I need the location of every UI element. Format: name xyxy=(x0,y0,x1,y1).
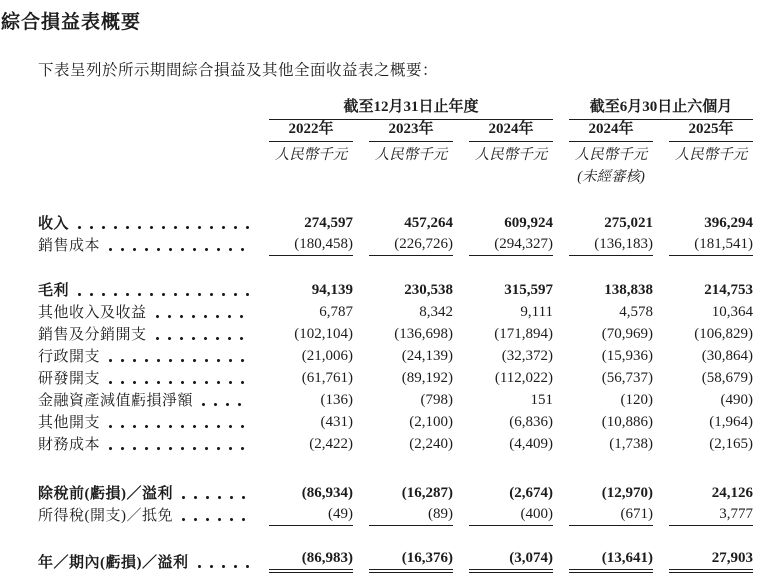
row-label: 毛利 xyxy=(38,283,70,300)
unaudited-note: (未經審核) xyxy=(577,168,645,185)
row-label-cell xyxy=(0,345,253,367)
value-cell xyxy=(653,482,753,504)
cell-value: (431) xyxy=(320,414,353,431)
dot-leader xyxy=(202,403,249,407)
cell-value: (136) xyxy=(320,392,353,409)
col-unit: 人民幣千元 xyxy=(574,146,648,163)
cell-value: 151 xyxy=(530,392,554,409)
value-cell xyxy=(553,504,653,526)
col-header-year: 2023年 xyxy=(353,120,453,142)
value-cell xyxy=(653,301,753,323)
row-label-cell xyxy=(0,367,253,389)
cell-value: (89,192) xyxy=(401,370,453,387)
row-label-cell xyxy=(0,482,253,504)
value-cell xyxy=(453,482,553,504)
cell-value: (61,761) xyxy=(301,370,353,387)
value-cell xyxy=(553,212,653,234)
table-row xyxy=(0,234,753,256)
dot-leader xyxy=(198,565,250,569)
value-cell xyxy=(553,549,653,573)
cell-value: (16,287) xyxy=(401,485,453,502)
cell-value: 230,538 xyxy=(404,282,453,299)
cell-value: 214,753 xyxy=(704,282,754,299)
row-label: 行政開支 xyxy=(38,349,101,366)
year-header-row xyxy=(0,120,753,142)
cell-value: (136,183) xyxy=(569,235,653,256)
value-cell xyxy=(653,234,753,256)
cell-value: (49) xyxy=(269,505,353,526)
value-cell xyxy=(253,234,353,256)
row-label: 收入 xyxy=(38,216,70,233)
value-cell xyxy=(353,279,453,301)
value-cell xyxy=(253,301,353,323)
col-header-year: 2024年 xyxy=(553,120,653,142)
value-cell xyxy=(653,433,753,455)
row-label-cell xyxy=(0,389,253,411)
value-cell xyxy=(353,234,453,256)
cell-value: (400) xyxy=(469,505,553,526)
cell-value: (89) xyxy=(369,505,453,526)
unaudited-note-row xyxy=(0,164,753,186)
value-cell xyxy=(653,411,753,433)
value-cell xyxy=(553,301,653,323)
value-cell xyxy=(353,367,453,389)
table-row xyxy=(0,504,753,526)
dot-leader xyxy=(78,226,249,230)
cell-value: (106,829) xyxy=(694,326,754,343)
table-row xyxy=(0,301,753,323)
row-label-cell xyxy=(0,411,253,433)
value-cell xyxy=(653,212,753,234)
table-row xyxy=(0,482,753,504)
value-cell xyxy=(453,234,553,256)
page-title: 綜合損益表概要 xyxy=(1,12,142,33)
value-cell xyxy=(253,345,353,367)
spacer-row xyxy=(0,526,753,549)
row-label-cell xyxy=(0,504,253,526)
row-label: 銷售及分銷開支 xyxy=(38,327,147,344)
cell-value: (120) xyxy=(620,392,654,409)
cell-value: (86,983) xyxy=(269,549,353,573)
table-row xyxy=(0,323,753,345)
value-cell xyxy=(253,367,353,389)
value-cell xyxy=(653,345,753,367)
spacer-row xyxy=(0,455,753,482)
cell-value: 274,597 xyxy=(304,215,353,232)
value-cell xyxy=(353,482,453,504)
value-cell xyxy=(553,367,653,389)
col-unit: 人民幣千元 xyxy=(474,146,548,163)
dot-leader xyxy=(109,425,249,429)
cell-value: 315,597 xyxy=(504,282,554,299)
value-cell xyxy=(453,279,553,301)
cell-value: (136,698) xyxy=(394,326,453,343)
cell-value: (21,006) xyxy=(301,348,353,365)
value-cell xyxy=(553,389,653,411)
value-cell xyxy=(253,504,353,526)
value-cell xyxy=(353,301,453,323)
cell-value: (24,139) xyxy=(401,348,453,365)
table-row xyxy=(0,367,753,389)
row-label-cell xyxy=(0,433,253,455)
table-row xyxy=(0,411,753,433)
value-cell xyxy=(353,323,453,345)
cell-value: (798) xyxy=(420,392,453,409)
cell-value: (171,894) xyxy=(494,326,554,343)
row-label: 研發開支 xyxy=(38,371,101,388)
row-label: 其他開支 xyxy=(38,415,101,432)
value-cell xyxy=(453,433,553,455)
table-row xyxy=(0,345,753,367)
cell-value: 609,924 xyxy=(504,215,554,232)
period-group-label: 截至6月30日止六個月 xyxy=(569,98,753,120)
table-row xyxy=(0,549,753,573)
row-label-cell xyxy=(0,212,253,234)
value-cell xyxy=(453,367,553,389)
cell-value: (32,372) xyxy=(501,348,554,365)
cell-value: 396,294 xyxy=(704,215,754,232)
cell-value: (1,738) xyxy=(609,436,654,453)
table-row xyxy=(0,433,753,455)
value-cell xyxy=(553,234,653,256)
cell-value: (2,165) xyxy=(709,436,754,453)
row-label: 年／期內(虧損)／溢利 xyxy=(38,555,189,571)
table-body xyxy=(0,212,753,573)
cell-value: (10,886) xyxy=(601,414,654,431)
value-cell xyxy=(353,389,453,411)
value-cell xyxy=(653,279,753,301)
dot-leader xyxy=(182,518,249,522)
period-group-interim xyxy=(553,98,753,120)
value-cell xyxy=(253,411,353,433)
cell-value: (490) xyxy=(720,392,754,409)
value-cell xyxy=(253,323,353,345)
value-cell xyxy=(253,482,353,504)
cell-value: (226,726) xyxy=(369,235,453,256)
col-unit: 人民幣千元 xyxy=(374,146,448,163)
cell-value: (6,836) xyxy=(509,414,554,431)
cell-value: 9,111 xyxy=(520,304,554,321)
spacer-row xyxy=(0,186,753,212)
cell-value: (12,970) xyxy=(601,485,654,502)
cell-value: (30,864) xyxy=(701,348,754,365)
period-group-label: 截至12月31日止年度 xyxy=(269,98,553,120)
dot-leader xyxy=(78,293,249,297)
cell-value: 24,126 xyxy=(711,485,754,502)
value-cell xyxy=(353,345,453,367)
value-cell xyxy=(553,482,653,504)
row-label: 所得稅(開支)／抵免 xyxy=(38,508,173,525)
col-unit: 人民幣千元 xyxy=(674,146,748,163)
value-cell xyxy=(253,433,353,455)
income-statement-table xyxy=(0,98,753,573)
unit-header-row xyxy=(0,142,753,164)
value-cell xyxy=(353,433,453,455)
cell-value: 275,021 xyxy=(604,215,654,232)
cell-value: 8,342 xyxy=(419,304,453,321)
dot-leader xyxy=(109,381,249,385)
cell-value: (13,641) xyxy=(569,549,653,573)
dot-leader xyxy=(156,315,249,319)
value-cell xyxy=(553,411,653,433)
row-label: 其他收入及收益 xyxy=(38,305,147,322)
value-cell xyxy=(353,504,453,526)
cell-value: (4,409) xyxy=(509,436,554,453)
cell-value: 6,787 xyxy=(319,304,353,321)
intro-text: 下表呈列於所示期間綜合損益及其他全面收益表之概要： xyxy=(38,62,439,79)
value-cell xyxy=(653,389,753,411)
col-header-year: 2022年 xyxy=(253,120,353,142)
value-cell xyxy=(653,549,753,573)
row-label-cell xyxy=(0,301,253,323)
dot-leader xyxy=(156,337,249,341)
value-cell xyxy=(253,212,353,234)
cell-value: (3,074) xyxy=(469,549,553,573)
value-cell xyxy=(553,279,653,301)
value-cell xyxy=(653,367,753,389)
cell-value: (15,936) xyxy=(601,348,654,365)
cell-value: (86,934) xyxy=(301,485,353,502)
cell-value: 10,364 xyxy=(711,304,754,321)
cell-value: (58,679) xyxy=(701,370,754,387)
cell-value: (2,422) xyxy=(309,436,353,453)
value-cell xyxy=(353,411,453,433)
row-label: 除稅前(虧損)／溢利 xyxy=(38,486,173,503)
cell-value: (102,104) xyxy=(294,326,353,343)
value-cell xyxy=(453,504,553,526)
value-cell xyxy=(453,323,553,345)
cell-value: (2,240) xyxy=(409,436,453,453)
cell-value: 3,777 xyxy=(669,505,753,526)
value-cell xyxy=(353,212,453,234)
value-cell xyxy=(253,549,353,573)
cell-value: (70,969) xyxy=(601,326,654,343)
spacer-row xyxy=(0,256,753,279)
row-label-cell xyxy=(0,323,253,345)
period-group-annual xyxy=(253,98,553,120)
value-cell xyxy=(653,504,753,526)
dot-leader xyxy=(109,447,249,451)
table-row xyxy=(0,212,753,234)
cell-value: (112,022) xyxy=(494,370,554,387)
row-label-cell xyxy=(0,279,253,301)
value-cell xyxy=(453,411,553,433)
cell-value: 4,578 xyxy=(619,304,654,321)
cell-value: 27,903 xyxy=(669,549,753,573)
value-cell xyxy=(353,549,453,573)
value-cell xyxy=(553,323,653,345)
row-label-cell xyxy=(0,549,253,573)
value-cell xyxy=(553,433,653,455)
cell-value: (16,376) xyxy=(369,549,453,573)
cell-value: 457,264 xyxy=(404,215,453,232)
value-cell xyxy=(453,212,553,234)
value-cell xyxy=(453,301,553,323)
value-cell xyxy=(453,345,553,367)
row-label-cell xyxy=(0,234,253,256)
row-label: 財務成本 xyxy=(38,437,101,454)
cell-value: (2,674) xyxy=(509,485,554,502)
period-group-row xyxy=(0,98,753,120)
cell-value: (56,737) xyxy=(601,370,654,387)
value-cell xyxy=(453,549,553,573)
dot-leader xyxy=(109,248,249,252)
value-cell xyxy=(653,323,753,345)
col-header-year: 2024年 xyxy=(453,120,553,142)
dot-leader xyxy=(182,496,249,500)
cell-value: (181,541) xyxy=(669,235,753,256)
table-row xyxy=(0,389,753,411)
col-header-year: 2025年 xyxy=(653,120,753,142)
table-row xyxy=(0,279,753,301)
dot-leader xyxy=(109,359,249,363)
cell-value: 94,139 xyxy=(311,282,353,299)
cell-value: 138,838 xyxy=(604,282,654,299)
value-cell xyxy=(253,389,353,411)
cell-value: (294,327) xyxy=(469,235,553,256)
value-cell xyxy=(553,345,653,367)
cell-value: (2,100) xyxy=(409,414,453,431)
row-label: 銷售成本 xyxy=(38,238,101,255)
cell-value: (1,964) xyxy=(709,414,754,431)
cell-value: (180,458) xyxy=(269,235,353,256)
value-cell xyxy=(253,279,353,301)
row-label: 金融資產減值虧損淨額 xyxy=(38,393,194,410)
col-unit: 人民幣千元 xyxy=(274,146,348,163)
cell-value: (671) xyxy=(569,505,653,526)
value-cell xyxy=(453,389,553,411)
